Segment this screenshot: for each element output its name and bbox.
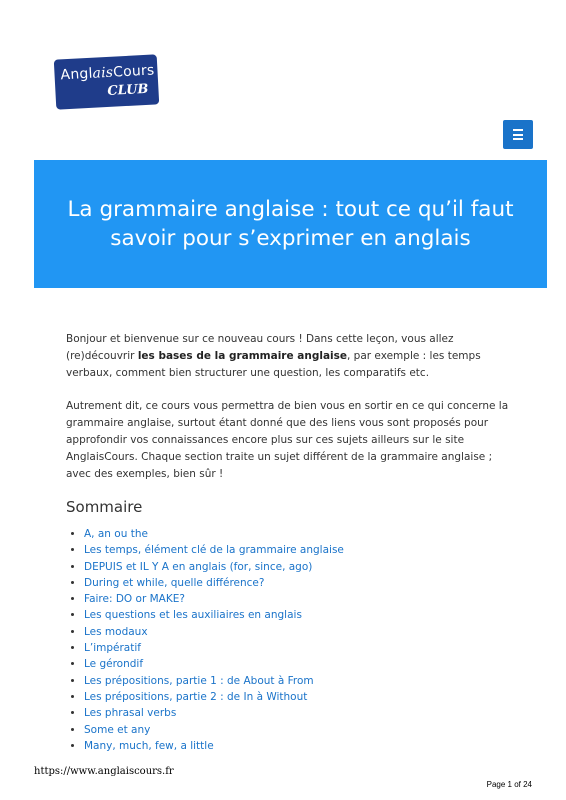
toc-link[interactable]: • Le gérondif — [84, 656, 518, 672]
article-body — [66, 331, 518, 754]
toc-link[interactable]: • A, an ou the — [84, 526, 518, 542]
toc-link[interactable]: • Many, much, few, a little — [84, 738, 518, 754]
hamburger-icon — [513, 129, 523, 140]
page-title: La grammaire anglaise : tout ce qu’il faut savoir pour s’exprimer en anglais — [67, 197, 514, 251]
footer-url: https://www.anglaiscours.fr — [34, 766, 174, 777]
page-number: Page 1 of 24 — [486, 780, 532, 789]
toc-link[interactable]: • Les prépositions, partie 2 : de In à Without — [84, 689, 518, 705]
site-logo[interactable] — [54, 54, 159, 109]
toc-link[interactable]: • DEPUIS et IL Y A en anglais (for, since, ago) — [84, 559, 518, 575]
toc-heading: Sommaire — [66, 498, 143, 516]
toc-link[interactable]: • Faire: DO or MAKE? — [84, 591, 518, 607]
hero-banner — [34, 160, 547, 288]
intro-paragraph-2: Autrement dit, ce cours vous permettra de bien vous en sortir en ce qui concerne la grammaire anglaise, surtout étant donné que des liens vous sont proposés pour approfondir vos connaissances encore plus sur ces sujets ailleurs sur le site AnglaisCours. Chaque section traite un sujet différent de la grammaire anglaise ; avec des exemples, bien sûr ! — [66, 400, 509, 480]
toc-link[interactable]: • Les phrasal verbs — [84, 705, 518, 721]
intro-paragraph-1: Bonjour et bienvenue sur ce nouveau cours ! Dans cette leçon, vous allez (re)découvrir les bases de la grammaire anglaise, par exemple : les temps verbaux, comment bien structurer une question, les comparatifs etc. — [66, 333, 481, 379]
toc-link[interactable]: • Les modaux — [84, 624, 518, 640]
toc-list — [66, 526, 518, 754]
toc-link[interactable]: • During et while, quelle différence? — [84, 575, 518, 591]
toc-link[interactable]: • Les temps, élément clé de la grammaire anglaise — [84, 542, 518, 558]
toc-link[interactable]: • Some et any — [84, 722, 518, 738]
toc-link[interactable]: • L’impératif — [84, 640, 518, 656]
logo-wordmark: AnglaisCours — [60, 62, 155, 84]
logo-club: CLUB — [106, 81, 149, 99]
toc-link[interactable]: • Les questions et les auxiliaires en anglais — [84, 607, 518, 623]
menu-button[interactable] — [503, 120, 533, 149]
toc-link[interactable]: • Les prépositions, partie 1 : de About à From — [84, 673, 518, 689]
